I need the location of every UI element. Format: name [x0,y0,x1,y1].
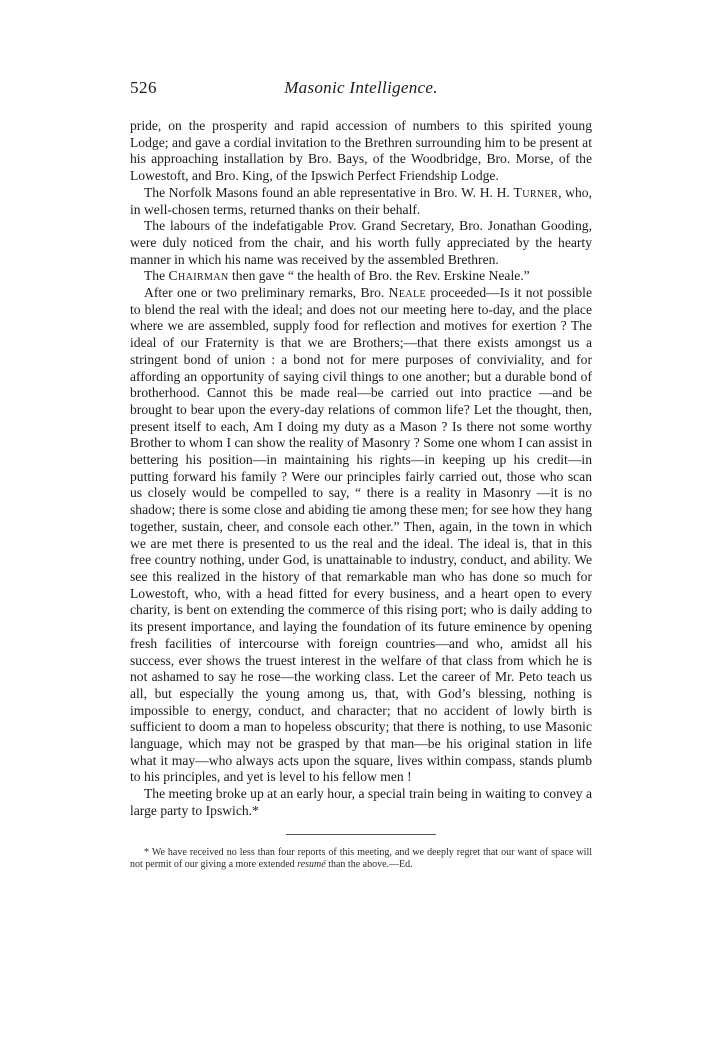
paragraph: The labours of the indefatigable Prov. Grand Secretary, Bro. Jonathan Gooding, were duly noticed from the chair, and his worth fully appreciated by the hearty manner in which his name was received by the assembled Brethren. [130,218,592,267]
paragraph: After one or two preliminary remarks, Bro. Neale proceeded—Is it not possible to blend the real with the ideal; and does not our meeting here to-day, and the place where we are assembled, supply food for reflection and motives for exertion ? The ideal of our Fraternity is that we are Brothers;—that there exists amongst us a stringent bond of union : a bond not for mere purposes of conviviality, and for affording an opportunity of saying civil things to one another; but a durable bond of brotherhood. Cannot this be made real—be carried out into practice —and be brought to bear upon the every-day relations of common life? Let the thought, then, present itself to each, Am I doing my duty as a Mason ? Is there not some worthy Brother to whom I can show the reality of Masonry ? Some one whom I can assist in bettering his position—in maintaining his rights—in keeping up his credit—in putting forward his family ? Were our principles fairly carried out, those who scan us closely would be compelled to say, “ there is a reality in Masonry —it is no shadow; there is some close and abiding tie among these men; for see how they hang together, sustain, cheer, and console each other.” Then, again, in the town in which we are met there is presented to us the real and the ideal. The ideal is, that in this free country nothing, under God, is unattainable to industry, conduct, and ability. We see this realized in the history of that remarkable man who has done so much for Lowestoft, who, with a head fitted for every business, and a heart open to every charity, is bent on extending the commerce of this rising port; who is daily adding to its present importance, and laying the foundation of its future eminence by opening fresh facilities of intercourse with foreign countries—and who, amidst all his success, ever shows the truest interest in the welfare of that class from which he is not ashamed to say he rose—the working class. Let the career of Mr. Peto teach us all, but especially the young among us, that, with God’s blessing, nothing is impossible to energy, conduct, and character; that no accident of lowly birth is sufficient to doom a man to hopeless obscurity; that there is nothing, to use Masonic language, which may not be grasped by that man—be his original station in life what it may—who always acts upon the square, lives within compass, stands plumb to his principles, and yet is level to his fellow men ! [130,285,592,785]
paragraph: The Chairman then gave “ the health of Bro. the Rev. Erskine Neale.” [144,268,530,284]
name-small-caps: Turner [513,184,559,200]
paragraph: The Norfolk Masons found an able representative in Bro. W. H. H. Turner, who, in well-chosen terms, returned thanks on their behalf. [130,184,592,217]
paragraph: pride, on the prosperity and rapid accession of numbers to this spirited young Lodge; and gave a cordial invitation to the Brethren surrounding him to be present at his approaching installation by Bro. Bays, of the Woodbridge, Bro. Morse, of the Lowestoft, and Bro. King, of the Ipswich Perfect Friendship Lodge. [130,118,592,184]
page-header [130,78,592,104]
document-page [130,78,592,872]
name-small-caps: Neale [388,285,426,301]
page-number: 526 [130,78,157,97]
footnote: * We have received no less than four reports of this meeting, and we deeply regret that our want of space will not permit of our giving a more extended resumé than the above.—Ed. [130,846,592,871]
article-body [130,118,592,820]
paragraph: The meeting broke up at an early hour, a special train being in waiting to convey a large party to Ipswich.* [130,786,592,818]
footnote-divider [286,834,436,835]
name-small-caps: Chairman [168,268,229,284]
running-title: Masonic Intelligence. [284,78,438,97]
